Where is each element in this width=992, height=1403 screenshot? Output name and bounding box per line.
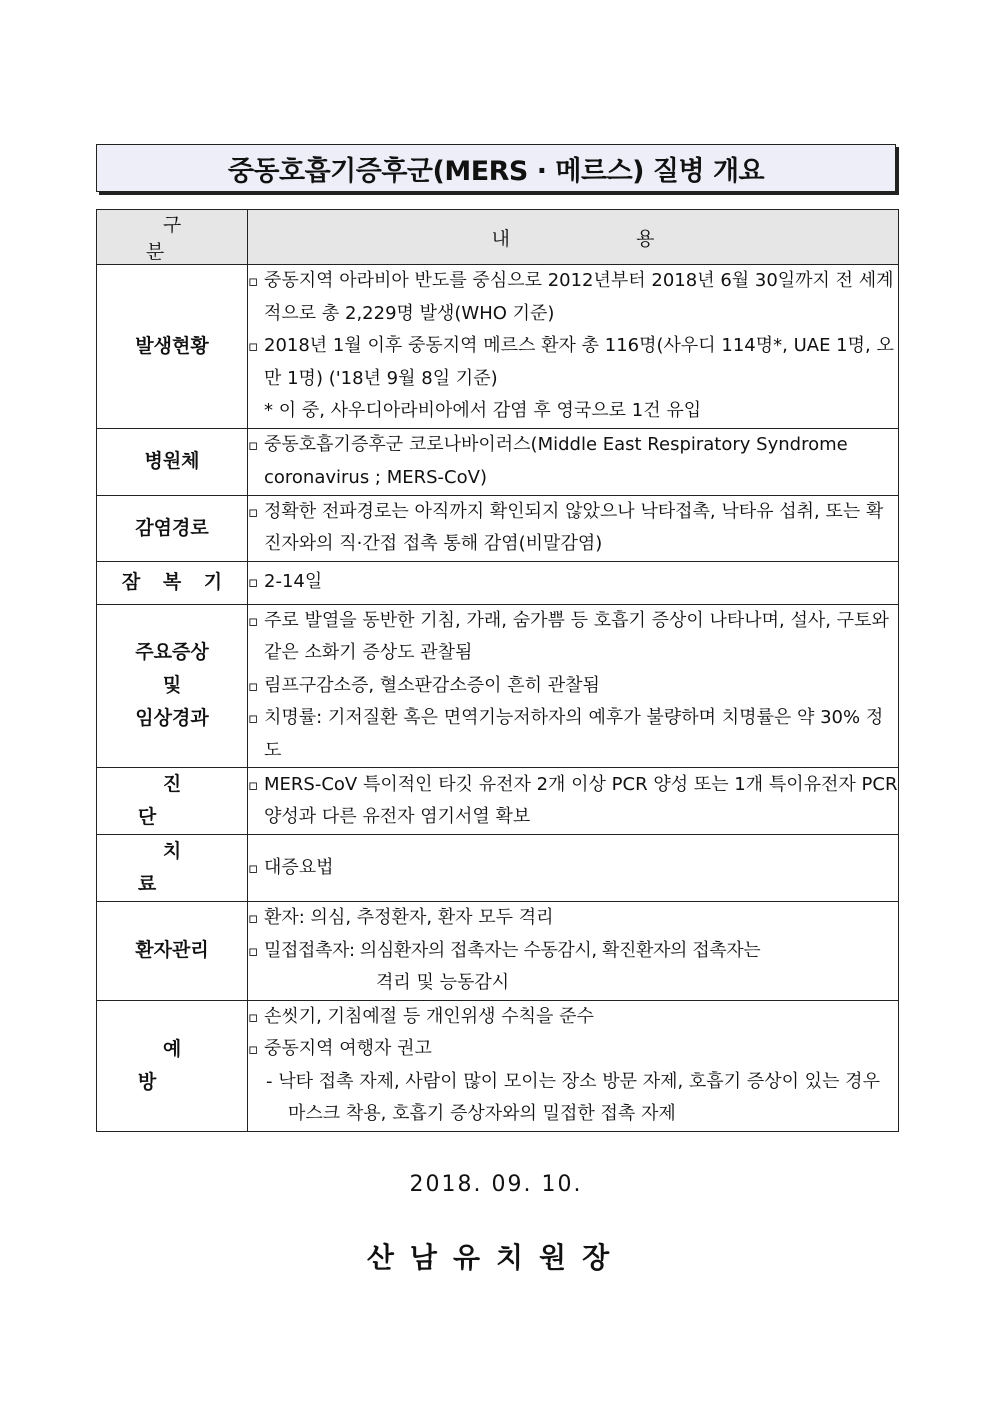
list-item: ▫ MERS-CoV 특이적인 타깃 유전자 2개 이상 PCR 양성 또는 1개 특이유전자 PCR 양성과 다른 유전자 염기서열 확보 bbox=[248, 769, 898, 834]
disease-overview-table bbox=[96, 209, 899, 1132]
row-label-treatment: 치 료 bbox=[97, 835, 248, 902]
table-row-treatment bbox=[97, 835, 899, 902]
header-category: 구 분 bbox=[97, 210, 248, 265]
row-content-occurrence bbox=[248, 265, 899, 429]
list-item: ▫ 밀접접촉자: 의심환자의 접촉자는 수동감시, 확진환자의 접촉자는 bbox=[248, 935, 894, 968]
list-item: ▫ 림프구감소증, 혈소판감소증이 흔히 관찰됨 bbox=[248, 670, 898, 703]
row-content-transmission bbox=[248, 495, 899, 561]
list-item: ▫ 2018년 1월 이후 중동지역 메르스 환자 총 116명(사우디 114명*, UAE 1명, 오만 1명) ('18년 9월 8일 기준) bbox=[248, 330, 898, 395]
row-content-treatment bbox=[248, 835, 899, 902]
list-item: ▫ 손씻기, 기침예절 등 개인위생 수칙을 준수 bbox=[248, 1001, 894, 1034]
table-row-occurrence bbox=[97, 265, 899, 429]
list-item: ▫ 치명률: 기저질환 혹은 면역기능저하자의 예후가 불량하며 치명률은 약 30% 정도 bbox=[248, 702, 898, 767]
table-row-symptoms bbox=[97, 604, 899, 768]
row-label-diagnosis: 진 단 bbox=[97, 768, 248, 835]
list-item: ▫ 환자: 의심, 추정환자, 환자 모두 격리 bbox=[248, 902, 894, 935]
row-label-occurrence: 발생현황 bbox=[97, 265, 248, 429]
signer-name: 산남유치원장 bbox=[366, 1241, 626, 1274]
table-row-diagnosis bbox=[97, 768, 899, 835]
row-label-pathogen: 병원체 bbox=[97, 428, 248, 495]
document-title: 중동호흡기증후군(MERS · 메르스) 질병 개요 bbox=[96, 144, 896, 192]
row-label-transmission: 감염경로 bbox=[97, 495, 248, 561]
row-label-prevention: 예 방 bbox=[97, 1000, 248, 1131]
table-row-pathogen bbox=[97, 428, 899, 495]
table-row-transmission bbox=[97, 495, 899, 561]
row-content-prevention bbox=[248, 1000, 899, 1131]
footnote: * 이 중, 사우디아라비아에서 감염 후 영국으로 1건 유입 bbox=[264, 400, 702, 421]
header-content: 내 용 bbox=[248, 210, 899, 265]
list-item: ▫ 중동지역 여행자 권고 bbox=[248, 1033, 894, 1066]
list-item: ▫ 중동호흡기증후군 코로나바이러스(Middle East Respiratory Syndrome coronavirus ; MERS-CoV) bbox=[248, 429, 898, 494]
document-date: 2018. 09. 10. bbox=[409, 1172, 583, 1197]
table-row-prevention bbox=[97, 1000, 899, 1131]
row-label-symptoms: 주요증상 및 임상경과 bbox=[97, 604, 248, 768]
row-content-diagnosis bbox=[248, 768, 899, 835]
list-item: ▫ 대증요법 bbox=[248, 852, 898, 885]
list-item: ▫ 주로 발열을 동반한 기침, 가래, 숨가쁨 등 호흡기 증상이 나타나며, 설사, 구토와 같은 소화기 증상도 관찰됨 bbox=[248, 605, 898, 670]
row-content-patient-management bbox=[248, 902, 899, 1001]
row-content-symptoms bbox=[248, 604, 899, 768]
row-content-incubation bbox=[248, 561, 899, 604]
row-content-pathogen bbox=[248, 428, 899, 495]
list-item: ▫ 중동지역 아라비아 반도를 중심으로 2012년부터 2018년 6월 30일까지 전 세계적으로 총 2,229명 발생(WHO 기준) bbox=[248, 265, 898, 330]
table-header-row bbox=[97, 210, 899, 265]
table-row-patient-management bbox=[97, 902, 899, 1001]
list-item: ▫ 2-14일 bbox=[248, 566, 898, 599]
list-item: ▫ 정확한 전파경로는 아직까지 확인되지 않았으나 낙타접촉, 낙타유 섭취, 또는 확진자와의 직·간접 접촉 통해 감염(비말감염) bbox=[248, 496, 898, 561]
table-row-incubation bbox=[97, 561, 899, 604]
row-label-patient-management: 환자관리 bbox=[97, 902, 248, 1001]
row-label-incubation: 잠 복 기 bbox=[97, 561, 248, 604]
list-item-continuation: 격리 및 능동감시 bbox=[376, 972, 510, 993]
sub-list-item: - 낙타 접촉 자제, 사람이 많이 모이는 장소 방문 자제, 호흡기 증상이 있는 경우 마스크 착용, 호흡기 증상자와의 밀접한 접촉 자제 bbox=[248, 1066, 894, 1131]
